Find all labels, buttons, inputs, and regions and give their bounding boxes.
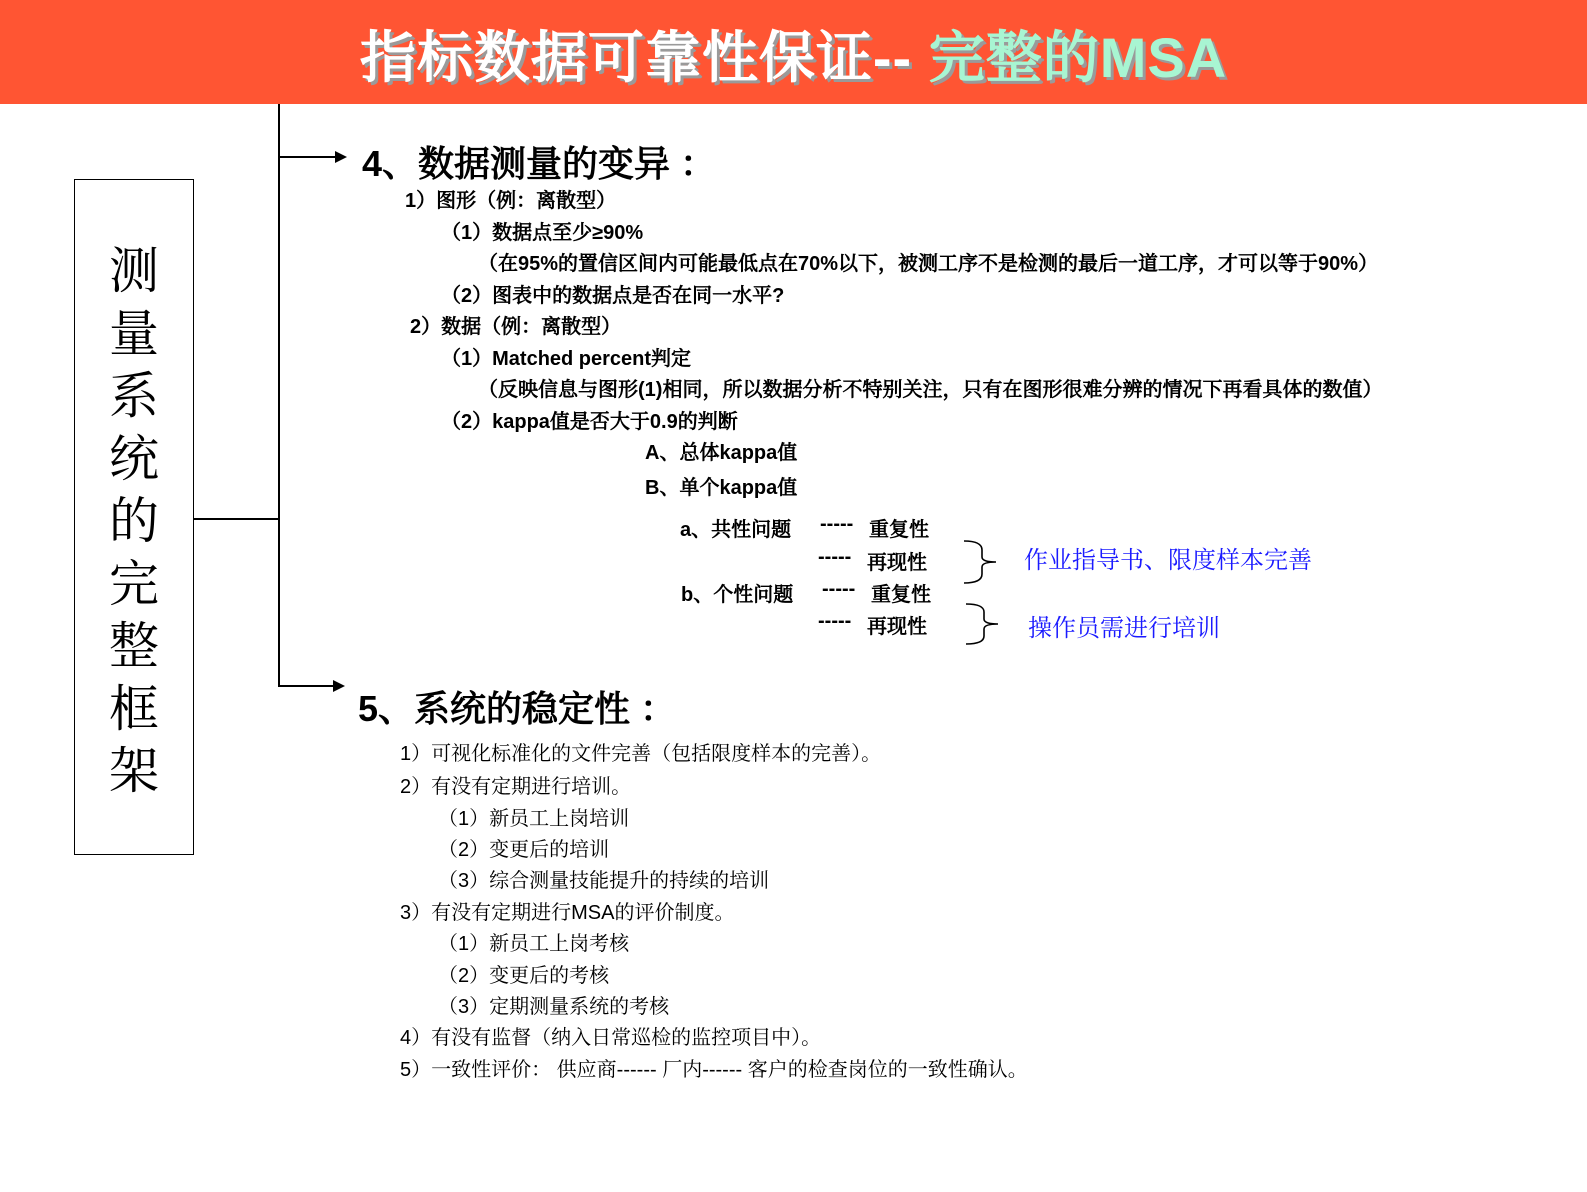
section-5-item: （2）变更后的考核	[438, 965, 610, 987]
section-4-graph-1: （1）数据点至少≥90%	[441, 222, 644, 244]
framework-char: 量	[109, 304, 159, 363]
framework-box	[74, 179, 194, 855]
framework-char: 测	[109, 242, 159, 300]
dash-separator: -----	[818, 610, 852, 632]
right-brace-icon	[962, 603, 1012, 645]
section-5-item: 4）有没有监督（纳入日常巡检的监控项目中）。	[400, 1027, 822, 1049]
page-title	[0, 14, 1587, 94]
right-brace-icon	[960, 540, 1010, 584]
section-5-item: （3）定期测量系统的考核	[438, 996, 670, 1018]
action-instructions: 作业指导书、限度样本完善	[1024, 547, 1312, 574]
title-part-highlight: 完整的MSA	[928, 26, 1228, 89]
dash-separator: -----	[822, 578, 856, 600]
section-4-graph-1-note: （在95%的置信区间内可能最低点在70%以下，被测工序不是检测的最后一道工序，才可以等于90%）	[478, 253, 1379, 275]
section-5-item: （1）新员工上岗培训	[438, 808, 630, 830]
individual-repeatability: 重复性	[871, 584, 931, 606]
section-4-heading: 4、数据测量的变异 ：	[362, 143, 717, 184]
action-training: 操作员需进行培训	[1028, 615, 1220, 642]
title-banner	[0, 0, 1587, 104]
common-reproducibility: 再现性	[867, 552, 927, 574]
framework-char: 完	[109, 554, 159, 613]
section-5-item: 1）可视化标准化的文件完善（包括限度样本的完善）。	[400, 743, 882, 765]
connector-arrow-5-line	[278, 685, 334, 687]
kappa-overall: A、总体kappa值	[645, 442, 798, 464]
framework-char: 统	[109, 429, 159, 488]
individual-reproducibility: 再现性	[867, 616, 927, 638]
section-4-data-2: （2）kappa值是否大于0.9的判断	[441, 411, 738, 433]
common-issue-label: a、共性问题	[680, 519, 792, 541]
dash-separator: -----	[820, 513, 854, 535]
framework-char: 整	[109, 617, 159, 675]
section-5-item: （1）新员工上岗考核	[438, 933, 630, 955]
section-4-data: 2）数据（例：离散型）	[410, 316, 622, 338]
dash-separator: -----	[818, 546, 852, 568]
common-repeatability: 重复性	[869, 519, 929, 541]
section-5-item: 3）有没有定期进行MSA的评价制度。	[400, 902, 735, 924]
connector-vertical-trunk	[278, 104, 280, 686]
section-4-data-1-note: （反映信息与图形(1)相同，所以数据分析不特别关注，只有在图形很难分辨的情况下再看具体的数值）	[478, 379, 1383, 401]
section-5-item: 2）有没有定期进行培训。	[400, 776, 632, 798]
section-5-item: （3）综合测量技能提升的持续的培训	[438, 870, 770, 892]
section-4-data-1: （1）Matched percent判定	[441, 348, 692, 370]
kappa-individual: B、单个kappa值	[645, 477, 798, 499]
connector-horizontal-box	[194, 518, 279, 520]
arrow-right-icon	[335, 151, 347, 163]
framework-label	[75, 240, 193, 803]
section-5-item: 5）一致性评价： 供应商------ 厂内------ 客户的检查岗位的一致性确认。	[400, 1059, 1028, 1081]
individual-issue-label: b、个性问题	[681, 584, 794, 606]
section-5-item: （2）变更后的培训	[438, 839, 610, 861]
framework-char: 框	[109, 679, 159, 738]
arrow-right-icon	[333, 680, 345, 692]
framework-char: 的	[109, 492, 159, 550]
framework-char: 系	[109, 367, 159, 425]
connector-arrow-4-line	[278, 156, 336, 158]
title-part-main: 指标数据可靠性保证--	[359, 26, 929, 89]
section-4-graph: 1）图形（例：离散型）	[405, 190, 617, 212]
framework-char: 架	[109, 742, 159, 800]
section-4-graph-2: （2）图表中的数据点是否在同一水平?	[441, 285, 785, 307]
section-5-heading: 5、系统的稳定性 ：	[358, 688, 677, 729]
